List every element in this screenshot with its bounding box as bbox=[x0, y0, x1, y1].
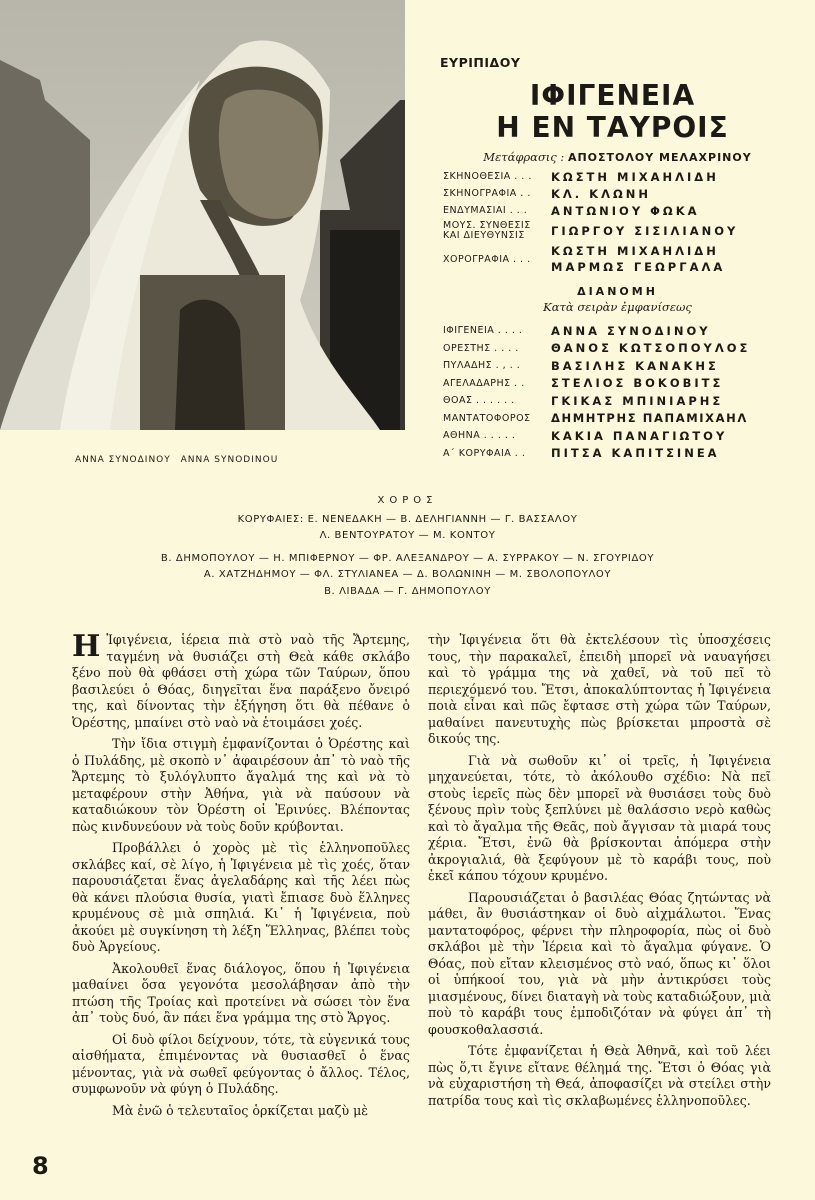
crew-name-line-1: ΚΩΣΤΗ ΜΙΧΑΗΛΙΔΗ bbox=[551, 244, 719, 258]
crew-role: ΣΚΗΝΟΘΕΣΙΑ . . . bbox=[443, 171, 532, 182]
article-paragraph: τὴν Ἰφιγένεια ὅτι θὰ ἐκτελέσουν τὶς ὑποσχέσεις τους, τὴν παρακαλεῖ, ἐπειδὴ μπορεῖ νὰ ναυαγήσει καὶ τὸ γράμμα της νὰ χαθεῖ, νὰ τοῦ πεῖ τὸ περιεχόμενό του. Ἔτσι, ἀποκαλύπτοντας ἡ Ἰφιγένεια ποιὰ εἶναι καὶ πῶς ἔφτασε στὴ χώρα τῶν Ταύρων, μαθαίνει πανευτυχὴς πὼς βρίσκεται μπροστὰ σὲ δικούς της. bbox=[428, 632, 771, 746]
page-number: 8 bbox=[32, 1152, 49, 1180]
article-paragraph: Προβάλλει ὁ χορὸς μὲ τὶς ἑλληνοποῦλες σκλάβες καί, σὲ λίγο, ἡ Ἰφιγένεια μὲ τὶς χοές, ὅταν παρουσιάζεται ἕνας ἀγελαδάρης καὶ τῆς λέει πὼς θὰ κάνει πλούσια θυσία, γιατὶ ἔπιασε δυὸ ἕλληνες κρυμένους σὲ μιὰ σπηλιά. Κι᾿ ἡ Ἰφιγένεια, ποὺ ἀκούει μὲ συγκίνηση τὴ λέξη Ἕλληνας, βλέπει τοὺς δυὸ Ἀργείους. bbox=[72, 840, 410, 954]
paragraph-text: Ἰφιγένεια, ἱέρεια πιὰ στὸ ναὸ τῆς Ἄρτεμης, ταγμένη νὰ θυσιάζει στὴ Θεὰ κάθε σκλάβο ξένο ποὺ θὰ φθάσει στὴ χώρα τῶν Ταύρων, ὅπου βασιλεύει ὁ Θόας, διηγεῖται ἕνα παράξενο ὄνειρό της, καὶ δίνοντας τὴν ἐξήγηση ὅτι θὰ πέθανε ὁ Ὀρέστης, μπαίνει στὸ ναὸ νὰ ἑτοιμάσει χοές. bbox=[72, 632, 410, 730]
crew-role: ΕΝΔΥΜΑΣΙΑΙ . . . bbox=[443, 205, 528, 216]
article-paragraph: Οἱ δυὸ φίλοι δείχνουν, τότε, τὰ εὐγενικά τους αἰσθήματα, ἐπιμένοντας νὰ θυσιασθεῖ ὁ ἕνας μένοντας, γιὰ νὰ σωθεῖ φεύγοντας ὁ ἄλλος. Τέλος, συμφωνοῦν νὰ φύγη ὁ Πυλάδης. bbox=[72, 1031, 410, 1096]
cast-role: ΜΑΝΤΑΤΟΦΟΡΟΣ bbox=[443, 412, 531, 424]
cast-name: ΣΤΕΛΙΟΣ ΒΟΚΟΒΙΤΣ bbox=[551, 376, 724, 391]
crew-name: ΚΛ. ΚΛΩΝΗ bbox=[551, 186, 652, 201]
cast-row bbox=[443, 410, 810, 428]
translation-value: ΑΠΟΣΤΟΛΟΥ ΜΕΛΑΧΡΙΝΟΥ bbox=[567, 151, 752, 164]
cast-heading: ΔΙΑΝΟΜΗ bbox=[577, 285, 658, 298]
cast-role: ΙΦΙΓΕΝΕΙΑ . . . . bbox=[443, 325, 523, 337]
crew-role bbox=[443, 221, 551, 241]
article-paragraph: Γιὰ νὰ σωθοῦν κι᾿ οἱ τρεῖς, ἡ Ἰφιγένεια μηχανεύεται, τότε, τὸ ἀκόλουθο σχέδιο: Νὰ πεῖ στοὺς ἱερεῖς πὼς δὲν μπορεῖ νὰ θυσιάσει τοὺς δυὸ ξένους πρὶν τοὺς ξεπλύνει μὲ θαλάσσιο νερὸ καθὼς καὶ τὸ ἄγαλμα τῆς Θεᾶς, ποὺ ἄγγισαν τὰ μιαρά τους χέρια. Ἔτσι, ἐνῶ θὰ βρίσκονται ἀπόμερα στὴν ἀκρογιαλιά, θὰ ξεφύγουν μὲ τὸ καράβι τους, ποὺ ἐκεῖ κάπου τόχουν κρυμένο. bbox=[428, 752, 771, 883]
title-line-1: ΙΦΙΓΕΝΕΙΑ bbox=[529, 79, 696, 112]
chorus-line: Β. ΔΗΜΟΠΟΥΛΟΥ — Η. ΜΠΙΦΕΡΝΟΥ — ΦΡ. ΑΛΕΞΑΝΔΡΟΥ — Α. ΣΥΡΡΑΚΟΥ — Ν. ΣΓΟΥΡΙΔΟΥ bbox=[160, 552, 655, 564]
crew-row bbox=[443, 185, 810, 202]
photo-caption bbox=[75, 455, 278, 465]
crew-role: ΣΚΗΝΟΓΡΑΦΙΑ . . bbox=[443, 188, 531, 199]
production-photo bbox=[0, 0, 405, 430]
article-paragraph: Τὴν ἴδια στιγμὴ ἐμφανίζονται ὁ Ὀρέστης καὶ ὁ Πυλάδης, μὲ σκοπὸ ν᾿ ἀφαιρέσουν ἀπ᾿ τὸ ναὸ τῆς Ἄρτεμης τὸ ξυλόγλυπτο ἄγαλμά της καὶ νὰ τὸ μεταφέρουν στὴν Ἀθήνα, γιὰ νὰ παύσουν νὰ καταδιώκουν τὸν Ὀρέστη οἱ Ἐρινύες. Βλέποντας πὼς κινδυνεύουν νὰ τοὺς δοῦν κρύβονται. bbox=[72, 736, 410, 834]
play-title bbox=[415, 80, 810, 144]
article-paragraph: Παρουσιάζεται ὁ βασιλέας Θόας ζητώντας νὰ μάθει, ἂν θυσιάστηκαν οἱ δυὸ αἰχμάλωτοι. Ἕνας μαντατοφόρος, φέρνει τὴν πληροφορία, πὼς οἱ δυὸ σκλάβοι μὲ τὴν Ἱέρεια καὶ τὸ ἄγαλμα φύγανε. Ὁ Θόας, ποὺ εἴταν κλεισμένος στὸ ναό, ὅπως κι᾿ ὅλοι οἱ ὑπήκοοί του, γιὰ νὰ μὴν ἀντικρύσει τοὺς μιασμένους, δίνει διαταγὴ νὰ τοὺς καταδιώξουν, μιὰ ποὺ τὸ καράβι τους ἐμποδιζόταν νὰ φύγει ἀπ᾿ τὴ φουσκοθαλασσιά. bbox=[428, 889, 771, 1037]
cast-heading-block bbox=[425, 285, 810, 314]
cast-role: ΑΘΗΝΑ . . . . . bbox=[443, 430, 516, 442]
cast-role: ΠΥΛΑΔΗΣ . , . . bbox=[443, 360, 521, 372]
cast-list bbox=[443, 322, 810, 462]
drop-cap: Η bbox=[72, 629, 101, 664]
chorus-title: ΧΟΡΟΣ bbox=[377, 495, 438, 506]
crew-role-line-1: ΜΟΥΣ. ΣΥΝΘΕΣΙΣ bbox=[443, 220, 531, 231]
cast-name: ΚΑΚΙΑ ΠΑΝΑΓΙΩΤΟΥ bbox=[551, 428, 728, 443]
crew-row bbox=[443, 202, 810, 219]
cast-role: ΘΟΑΣ . . . . . . bbox=[443, 395, 515, 407]
author: ΕΥΡΙΠΙΔΟΥ bbox=[440, 55, 521, 70]
credits-block bbox=[415, 55, 810, 462]
cast-row bbox=[443, 322, 810, 340]
chorus-line: Α. ΧΑΤΖΗΔΗΜΟΥ — ΦΛ. ΣΤΥΛΙΑΝΕΑ — Δ. ΒΟΛΩΝΙΝΗ — Μ. ΣΒΟΛΟΠΟΥΛΟΥ bbox=[203, 569, 612, 580]
chorus-line: Λ. ΒΕΝΤΟΥΡΑΤΟΥ — Μ. ΚΟΝΤΟΥ bbox=[319, 530, 496, 541]
article-paragraph: Ἀκολουθεῖ ἕνας διάλογος, ὅπου ἡ Ἰφιγένεια μαθαίνει ὅσα γεγονότα μεσολάβησαν ἀπὸ τὴν πτώση τῆς Τροίας καὶ προτείνει νὰ σώσει τὸν ἕνα ἀπ᾿ τοὺς δυό, ἂν πάει ἕνα γράμμα της στὸ Ἄργος. bbox=[72, 960, 410, 1025]
cast-name: ΔΗΜΗΤΡΗΣ ΠΑΠΑΜΙΧΑΗΛ bbox=[551, 411, 748, 426]
cast-role: ΟΡΕΣΤΗΣ . . . . bbox=[443, 342, 519, 354]
article-paragraph: Τότε ἐμφανίζεται ἡ Θεὰ Ἀθηνᾶ, καὶ τοῦ λέει πὼς ὅ,τι ἔγινε εἴτανε θέλημά της. Ἔτσι ὁ Θόας γιὰ νὰ εὐχαριστήση τὴ Θεά, ἀποφασίζει νὰ στείλει στὴν πατρίδα τους καὶ τὶς σκλαβωμένες ἑλληνοποῦλες. bbox=[428, 1043, 771, 1108]
translation-credit bbox=[425, 150, 810, 164]
crew-name-line-2: ΜΑΡΜΩΣ ΓΕΩΡΓΑΛΑ bbox=[551, 260, 726, 274]
crew-name: ΑΝΤΩΝΙΟΥ ΦΩΚΑ bbox=[551, 203, 700, 218]
cast-row bbox=[443, 445, 810, 463]
chorus-block bbox=[0, 493, 815, 600]
article-column-left bbox=[72, 629, 410, 1124]
cast-name: ΠΙΤΣΑ ΚΑΠΙΤΣΙΝΕΑ bbox=[551, 446, 720, 461]
crew-name: ΓΙΩΡΓΟΥ ΣΙΣΙΛΙΑΝΟΥ bbox=[551, 224, 739, 238]
cast-row bbox=[443, 357, 810, 375]
caption-latin: ANNA SYNODINOU bbox=[180, 455, 279, 465]
crew-role: ΧΟΡΟΓΡΑΦΙΑ . . . bbox=[443, 253, 531, 265]
article-paragraph bbox=[72, 629, 410, 731]
cast-name: ΘΑΝΟΣ ΚΩΤΣΟΠΟΥΛΟΣ bbox=[551, 341, 751, 356]
cast-row bbox=[443, 340, 810, 358]
article-paragraph: Μὰ ἐνῶ ὁ τελευταῖος ὁρκίζεται μαζὺ μὲ bbox=[112, 1102, 369, 1118]
cast-role: ΑΓΕΛΑΔΑΡΗΣ . . bbox=[443, 377, 525, 389]
chorus-line: Β. ΛΙΒΑΔΑ — Γ. ΔΗΜΟΠΟΥΛΟΥ bbox=[324, 585, 491, 597]
crew-role-line-2: ΚΑΙ ΔΙΕΥΘΥΝΣΙΣ bbox=[443, 230, 525, 241]
crew-name: ΚΩΣΤΗ ΜΙΧΑΗΛΙΔΗ bbox=[551, 169, 719, 184]
cast-name: ΓΚΙΚΑΣ ΜΠΙΝΙΑΡΗΣ bbox=[551, 393, 724, 408]
photo-actress-illustration bbox=[0, 0, 405, 430]
article-column-right bbox=[428, 632, 771, 1114]
translation-label: Μετάφρασις : bbox=[483, 150, 565, 164]
cast-row bbox=[443, 392, 810, 410]
crew-list bbox=[443, 168, 810, 275]
title-line-2: Η ΕΝ ΤΑΥΡΟΙΣ bbox=[496, 111, 729, 144]
chorus-line: ΚΟΡΥΦΑΙΕΣ: Ε. ΝΕΝΕΔΑΚΗ — Β. ΔΕΛΗΓΙΑΝΝΗ — Γ. ΒΑΣΣΑΛΟΥ bbox=[237, 513, 578, 525]
cast-subheading: Κατὰ σειρὰν ἐμφανίσεως bbox=[543, 300, 692, 314]
crew-row bbox=[443, 243, 810, 275]
cast-role: Α΄ ΚΟΡΥΦΑΙΑ . . bbox=[443, 447, 526, 459]
caption-greek: ΑΝΝΑ ΣΥΝΟΔΙΝΟΥ bbox=[75, 455, 171, 465]
cast-row bbox=[443, 427, 810, 445]
crew-row bbox=[443, 221, 810, 241]
crew-row bbox=[443, 168, 810, 185]
cast-name: ΒΑΣΙΛΗΣ ΚΑΝΑΚΗΣ bbox=[551, 358, 719, 373]
cast-name: ΑΝΝΑ ΣΥΝΟΔΙΝΟΥ bbox=[551, 323, 711, 338]
cast-row bbox=[443, 375, 810, 393]
